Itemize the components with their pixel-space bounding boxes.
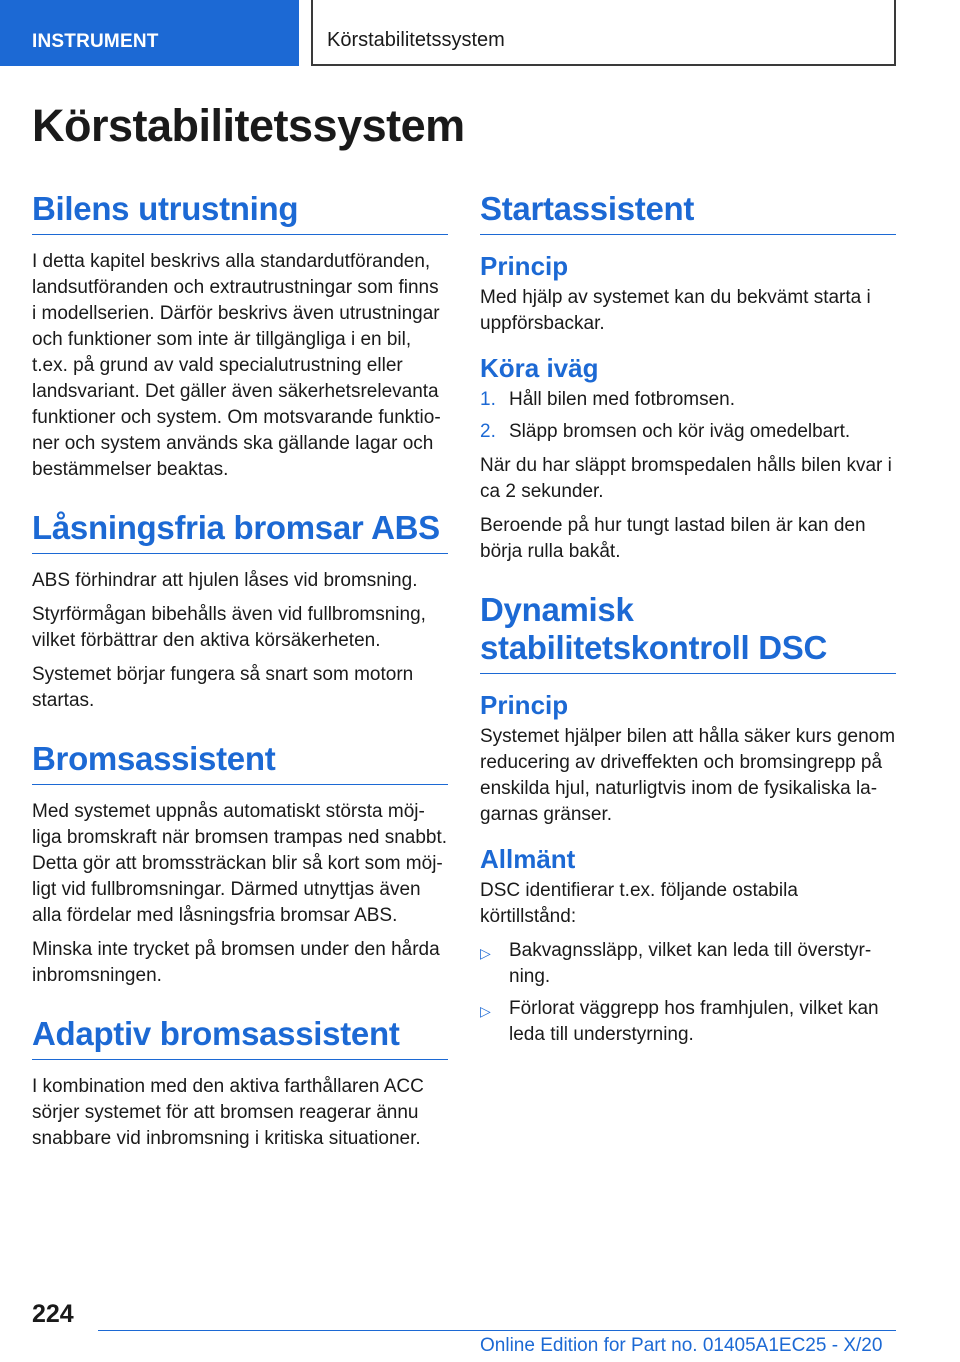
- subsection-heading: Princip: [480, 690, 569, 720]
- section-heading: Adaptiv bromsassistent: [32, 1015, 448, 1060]
- subsection-principle: [480, 251, 896, 337]
- page-header: [0, 0, 960, 66]
- subsection-principle: [480, 690, 896, 828]
- subsection-heading: Princip: [480, 251, 569, 281]
- paragraph: Systemet börjar fungera så snart som motorn startas.: [32, 664, 414, 711]
- paragraph: Med systemet uppnås automatiskt största möjliga bromskraft när bromsen trampas ned snabbt. Detta gör att bromssträckan blir så kort som möjligt vid fullbromsningar. Därmed utnyttjas även alla fördelar med låsningsfria bromsar ABS.: [32, 801, 448, 926]
- paragraph: DSC identifierar t.ex. följande ostabila körtillstånd:: [480, 880, 798, 927]
- section-heading: Startassistent: [480, 190, 896, 235]
- bullet-text: Förlorat väggrepp hos framhjulen, vilket kan leda till understyrning.: [509, 998, 879, 1045]
- section-heading: Låsningsfria bromsar ABS: [32, 509, 448, 554]
- edition-text: Online Edition for Part no. 01405A1EC25 - X/20: [480, 1335, 883, 1356]
- paragraph: I kombination med den aktiva farthållaren ACC sörjer systemet för att bromsen reagerar ännu snabbare vid inbromsning i kritiska situationer.: [32, 1076, 424, 1149]
- subsection-heading: Köra iväg: [480, 353, 599, 383]
- right-column: [480, 190, 896, 1074]
- section-heading: Bromsassistent: [32, 740, 448, 785]
- section-vehicle-equipment: [32, 190, 448, 483]
- triangle-bullet-icon: ▷: [480, 1003, 491, 1019]
- section-abs: [32, 509, 448, 714]
- page-number: 224: [32, 1300, 74, 1328]
- subsection-general: [480, 844, 896, 1048]
- list-item: [480, 419, 896, 445]
- bullet-list: [480, 938, 896, 1048]
- paragraph: Styrförmågan bibehålls även vid fullbromsning, vilket förbättrar den aktiva körsäkerheten.: [32, 604, 426, 651]
- paragraph: Minska inte trycket på bromsen under den hårda inbromsningen.: [32, 939, 440, 986]
- list-item: [480, 938, 896, 990]
- paragraph: ABS förhindrar att hjulen låses vid bromsning.: [32, 570, 418, 591]
- bullet-text: Bakvagnssläpp, vilket kan leda till överstyrning.: [509, 940, 872, 987]
- section-tab: INSTRUMENT: [0, 0, 299, 66]
- step-number: 1.: [480, 389, 496, 410]
- step-text: Släpp bromsen och kör iväg omedelbart.: [509, 421, 851, 442]
- paragraph: I detta kapitel beskrivs alla standardutföranden, landsutföranden och extrautrustningar som finns i modellserien. Därför beskrivs även utrustningar och funktioner som inte är tillgängliga i en bil, t.ex. på grund av vald specialutrustning eller landsvariant. Det gäller även säkerhetsrelevanta funktioner och system. Om motsvarande funktioner och system används ska gällande lagar och bestämmelser beaktas.: [32, 251, 441, 480]
- left-column: [32, 190, 448, 1178]
- paragraph: Med hjälp av systemet kan du bekvämt starta i uppförsbackar.: [480, 287, 871, 334]
- subsection-heading: Allmänt: [480, 844, 576, 874]
- step-number: 2.: [480, 421, 496, 442]
- list-item: [480, 387, 896, 413]
- paragraph: När du har släppt bromspedalen hålls bilen kvar i ca 2 sekunder.: [480, 455, 892, 502]
- subsection-drive-off: [480, 353, 896, 565]
- step-text: Håll bilen med fotbromsen.: [509, 389, 735, 410]
- section-brake-assist: [32, 740, 448, 989]
- list-item: [480, 996, 896, 1048]
- steps-list: [480, 387, 896, 445]
- paragraph: Systemet hjälper bilen att hålla säker kurs genom reducering av driveffekten och bromsingrepp på enskilda hjul, naturligtvis inom de fysikaliska lagarnas gränser.: [480, 726, 896, 825]
- triangle-bullet-icon: ▷: [480, 945, 491, 961]
- section-dsc: [480, 591, 896, 1048]
- page-title: Körstabilitetssystem: [32, 100, 465, 151]
- section-heading: Bilens utrustning: [32, 190, 448, 235]
- footer-divider: [98, 1330, 896, 1331]
- section-adaptive-brake-assist: [32, 1015, 448, 1152]
- section-heading: Dynamisk stabilitetskontroll DSC: [480, 591, 896, 674]
- chapter-tab: Körstabilitetssystem: [311, 0, 896, 66]
- section-start-assist: [480, 190, 896, 565]
- paragraph: Beroende på hur tungt lastad bilen är kan den börja rulla bakåt.: [480, 515, 866, 562]
